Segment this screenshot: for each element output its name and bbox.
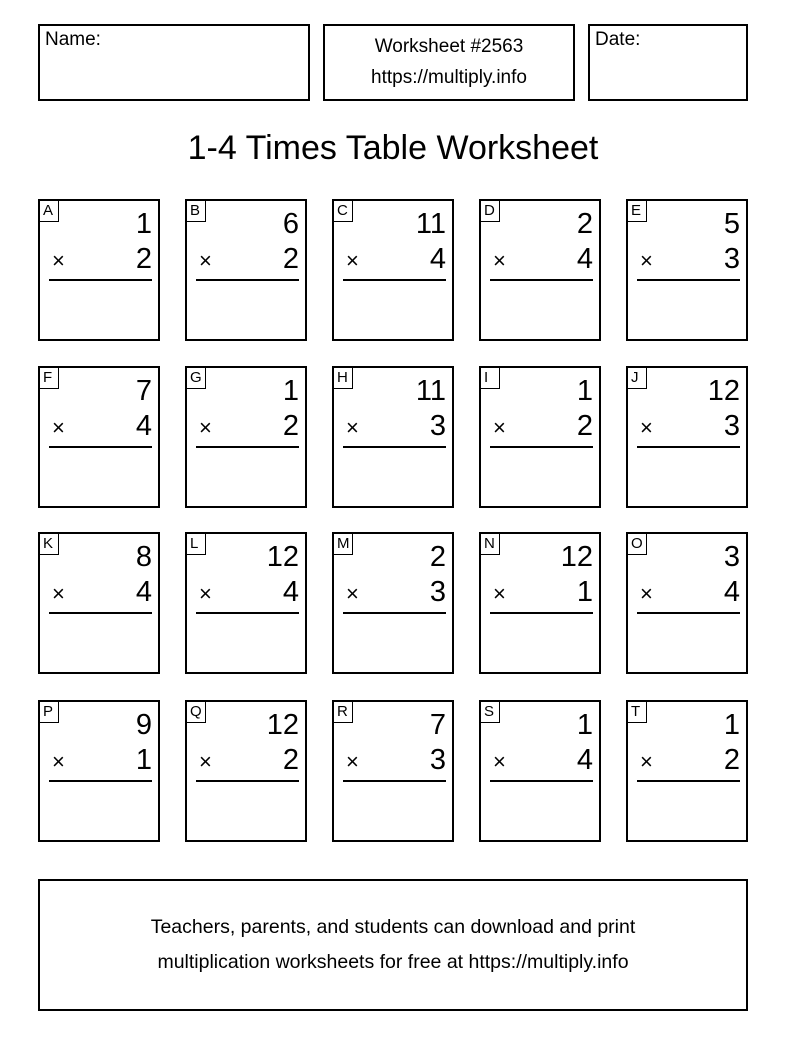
problem-letter: F (39, 367, 59, 389)
problem-card (38, 700, 160, 842)
problem-letter: S (480, 701, 500, 723)
problem-letter: I (480, 367, 500, 389)
answer-line (49, 780, 152, 782)
answer-line (49, 612, 152, 614)
problem-letter: A (39, 200, 59, 222)
problem-letter: G (186, 367, 206, 389)
problem-letter: M (333, 533, 353, 555)
problem-multiplier: 4 (576, 243, 593, 275)
problem-letter: R (333, 701, 353, 723)
problem-multiplier: 2 (282, 744, 299, 776)
answer-line (490, 780, 593, 782)
answer-line (637, 612, 740, 614)
footer-box (38, 879, 748, 1011)
problem-letter: C (333, 200, 353, 222)
problem-multiplicand: 1 (135, 208, 152, 240)
answer-line (343, 612, 446, 614)
problem-multiplier: 4 (723, 576, 740, 608)
problem-card (332, 366, 454, 508)
problem-multiplier: 1 (135, 744, 152, 776)
worksheet-url: https://multiply.info (371, 67, 527, 88)
answer-line (49, 446, 152, 448)
footer-line-1: Teachers, parents, and students can download and print (150, 916, 636, 938)
times-sign: × (640, 581, 653, 606)
problem-multiplicand: 7 (135, 375, 152, 407)
problem-multiplier: 3 (723, 243, 740, 275)
problem-card (626, 199, 748, 341)
problem-multiplier: 3 (723, 410, 740, 442)
times-sign: × (640, 415, 653, 440)
problem-multiplier: 3 (429, 410, 446, 442)
times-sign: × (52, 749, 65, 774)
name-field-box (38, 24, 310, 101)
times-sign: × (199, 581, 212, 606)
worksheet-number: Worksheet #2563 (374, 36, 524, 57)
times-sign: × (199, 248, 212, 273)
problem-letter: J (627, 367, 647, 389)
times-sign: × (52, 581, 65, 606)
problem-card (185, 532, 307, 674)
date-field-box (588, 24, 748, 101)
answer-line (343, 446, 446, 448)
problem-multiplicand: 11 (415, 208, 446, 240)
problem-card (479, 199, 601, 341)
answer-line (637, 780, 740, 782)
problem-letter: N (480, 533, 500, 555)
problem-card (185, 199, 307, 341)
problem-multiplicand: 12 (560, 541, 593, 573)
times-sign: × (52, 415, 65, 440)
problem-multiplier: 4 (429, 243, 446, 275)
times-sign: × (493, 581, 506, 606)
problem-card (479, 532, 601, 674)
footer-line-2: multiplication worksheets for free at https://multiply.info (157, 951, 629, 973)
problem-letter: B (186, 200, 206, 222)
problem-multiplicand: 5 (723, 208, 740, 240)
problem-multiplier: 2 (135, 243, 152, 275)
problem-card (479, 366, 601, 508)
problem-card (332, 700, 454, 842)
answer-line (196, 279, 299, 281)
answer-line (49, 279, 152, 281)
problem-letter: K (39, 533, 59, 555)
date-label: Date: (595, 29, 641, 50)
problem-letter: T (627, 701, 647, 723)
answer-line (343, 780, 446, 782)
times-sign: × (52, 248, 65, 273)
worksheet-info-box (323, 24, 575, 101)
name-label: Name: (45, 29, 101, 50)
problem-card (38, 366, 160, 508)
problem-card (479, 700, 601, 842)
answer-line (196, 612, 299, 614)
problem-multiplicand: 9 (135, 709, 152, 741)
problem-multiplicand: 2 (429, 541, 446, 573)
problem-letter: P (39, 701, 59, 723)
problem-card (185, 366, 307, 508)
problem-multiplier: 2 (282, 410, 299, 442)
problem-multiplicand: 6 (282, 208, 299, 240)
problem-multiplicand: 12 (266, 709, 299, 741)
answer-line (196, 446, 299, 448)
times-sign: × (640, 749, 653, 774)
answer-line (490, 279, 593, 281)
problem-multiplicand: 12 (707, 375, 740, 407)
problem-multiplier: 4 (135, 576, 152, 608)
problem-card (185, 700, 307, 842)
times-sign: × (493, 248, 506, 273)
problem-letter: H (333, 367, 353, 389)
problem-multiplier: 2 (282, 243, 299, 275)
page-title: 1-4 Times Table Worksheet (187, 129, 599, 167)
times-sign: × (346, 248, 359, 273)
problem-letter: D (480, 200, 500, 222)
problem-letter: E (627, 200, 647, 222)
problem-card (626, 532, 748, 674)
problem-multiplier: 3 (429, 744, 446, 776)
answer-line (637, 279, 740, 281)
times-sign: × (346, 581, 359, 606)
answer-line (490, 612, 593, 614)
problem-multiplier: 4 (282, 576, 299, 608)
problem-letter: O (627, 533, 647, 555)
problem-card (332, 199, 454, 341)
problem-multiplicand: 8 (135, 541, 152, 573)
problem-multiplicand: 3 (723, 541, 740, 573)
times-sign: × (199, 749, 212, 774)
problem-card (626, 700, 748, 842)
answer-line (343, 279, 446, 281)
problem-multiplier: 1 (576, 576, 593, 608)
problem-multiplier: 2 (723, 744, 740, 776)
answer-line (490, 446, 593, 448)
answer-line (196, 780, 299, 782)
problem-multiplicand: 7 (429, 709, 446, 741)
problem-multiplier: 4 (576, 744, 593, 776)
problem-multiplicand: 1 (723, 709, 740, 741)
problem-multiplicand: 1 (576, 375, 593, 407)
problem-card (332, 532, 454, 674)
problem-multiplicand: 1 (282, 375, 299, 407)
problem-multiplicand: 11 (415, 375, 446, 407)
problem-card (38, 199, 160, 341)
problem-card (38, 532, 160, 674)
times-sign: × (346, 749, 359, 774)
problem-letter: L (186, 533, 206, 555)
problem-multiplier: 3 (429, 576, 446, 608)
problem-multiplicand: 12 (266, 541, 299, 573)
problem-card (626, 366, 748, 508)
problem-multiplier: 4 (135, 410, 152, 442)
times-sign: × (493, 749, 506, 774)
problem-multiplicand: 1 (576, 709, 593, 741)
times-sign: × (493, 415, 506, 440)
problem-letter: Q (186, 701, 206, 723)
times-sign: × (199, 415, 212, 440)
times-sign: × (346, 415, 359, 440)
answer-line (637, 446, 740, 448)
times-sign: × (640, 248, 653, 273)
problem-multiplier: 2 (576, 410, 593, 442)
problem-multiplicand: 2 (576, 208, 593, 240)
